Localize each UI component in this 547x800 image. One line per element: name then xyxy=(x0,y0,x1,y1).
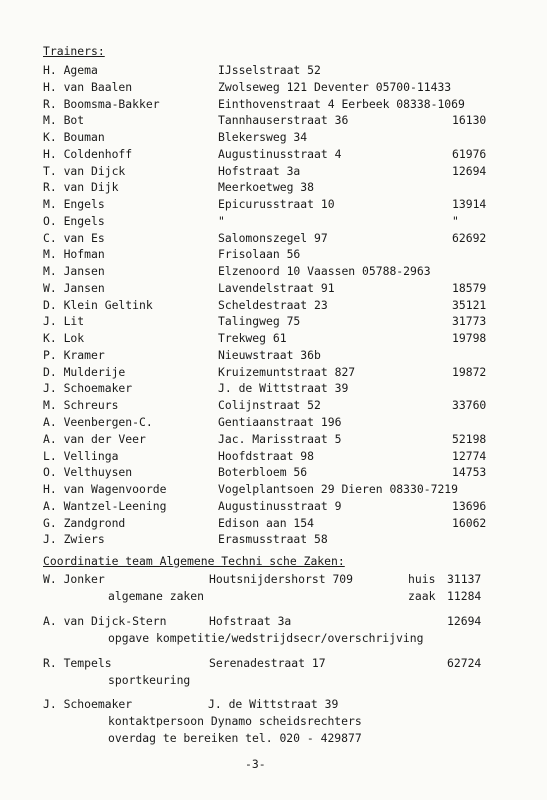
trainer-name: A. Wantzel-Leening xyxy=(43,498,167,513)
coordination-entry xyxy=(0,614,547,630)
trainer-row xyxy=(0,214,547,230)
page-number: -3- xyxy=(245,757,266,771)
trainer-address: Zwolseweg 121 Deventer 05700-11433 xyxy=(218,79,452,94)
trainer-address: Boterbloem 56 xyxy=(218,465,308,480)
trainer-name: J. Zwiers xyxy=(43,532,105,547)
trainer-address: Einthovenstraat 4 Eerbeek 08338-1069 xyxy=(218,96,465,111)
trainer-phone: 33760 xyxy=(452,398,487,413)
trainer-row xyxy=(0,449,547,465)
trainer-phone: 13914 xyxy=(452,197,487,212)
trainer-phone: 35121 xyxy=(452,297,487,312)
coordination-heading: Coordinatie team Algemene Techni sche Zaken: xyxy=(43,554,345,568)
trainer-row xyxy=(0,365,547,381)
trainer-phone: 31773 xyxy=(452,314,487,329)
trainer-row xyxy=(0,314,547,330)
trainer-address: Colijnstraat 52 xyxy=(218,398,321,413)
trainer-name: R. Boomsma-Bakker xyxy=(43,96,160,111)
trainer-address: Blekersweg 34 xyxy=(218,130,308,144)
trainer-phone: 52198 xyxy=(452,431,487,446)
trainer-name: M. Engels xyxy=(43,197,105,212)
contact-name: J. Schoemaker xyxy=(43,697,133,711)
trainer-address: Gentiaanstraat 196 xyxy=(218,415,342,429)
trainer-phone: 19872 xyxy=(452,364,487,379)
contact-phone: 62724 xyxy=(447,656,482,670)
trainers-heading: Trainers: xyxy=(43,44,105,58)
contact-role: algemane zaken xyxy=(108,589,205,603)
trainer-name: G. Zandgrond xyxy=(43,515,126,530)
contact-availability: overdag te bereiken tel. 020 - 429877 xyxy=(108,731,362,745)
trainer-phone: 18579 xyxy=(452,280,487,295)
phone-label-home: huis xyxy=(408,572,436,586)
trainer-address: Augustinusstraat 4 xyxy=(218,146,342,161)
trainer-address: Talingweg 75 xyxy=(218,314,301,329)
trainer-row xyxy=(0,331,547,347)
trainer-row xyxy=(0,348,547,364)
trainer-name: O. Engels xyxy=(43,213,105,228)
contact-phone-work: 11284 xyxy=(447,589,482,603)
trainer-name: D. Mulderije xyxy=(43,364,126,379)
trainer-name: M. Bot xyxy=(43,113,85,128)
trainer-name: H. van Wagenvoorde xyxy=(43,482,167,496)
trainer-phone: 12774 xyxy=(452,448,487,463)
trainer-name: H. Coldenhoff xyxy=(43,146,133,161)
trainer-phone: 16062 xyxy=(452,515,487,530)
contact-phone-home: 31137 xyxy=(447,572,482,586)
trainer-row xyxy=(0,499,547,515)
contact-address: Houtsnijdershorst 709 xyxy=(209,572,354,586)
trainer-name: L. Vellinga xyxy=(43,448,119,463)
trainer-phone: 14753 xyxy=(452,465,487,480)
trainer-row xyxy=(0,264,547,280)
trainer-phone: 19798 xyxy=(452,331,487,346)
trainer-name: K. Lok xyxy=(43,331,85,346)
trainer-name: H. van Baalen xyxy=(43,79,133,94)
trainer-name: M. Schreurs xyxy=(43,398,119,413)
trainer-row xyxy=(0,381,547,397)
contact-phone: 12694 xyxy=(447,614,482,628)
trainer-row xyxy=(0,415,547,431)
trainer-phone: 62692 xyxy=(452,230,487,245)
trainer-row xyxy=(0,432,547,448)
trainer-address: Edison aan 154 xyxy=(218,515,315,530)
trainer-address: Elzenoord 10 Vaassen 05788-2963 xyxy=(218,264,431,279)
trainer-name: M. Jansen xyxy=(43,264,105,279)
coordination-entry-line2 xyxy=(0,589,547,605)
trainer-row xyxy=(0,164,547,180)
trainer-address: Kruizemuntstraat 827 xyxy=(218,364,356,379)
trainer-address: " xyxy=(218,213,225,228)
contact-role: opgave kompetitie/wedstrijdsecr/overschrijving xyxy=(108,631,424,645)
trainer-address: Lavendelstraat 91 xyxy=(218,280,335,295)
trainer-address: Salomonszegel 97 xyxy=(218,230,328,245)
contact-address: Hofstraat 3a xyxy=(209,614,292,628)
coordination-entry xyxy=(0,656,547,672)
contact-address: J. de Wittstraat 39 xyxy=(208,697,339,711)
trainer-row xyxy=(0,231,547,247)
trainer-name: J. Lit xyxy=(43,314,85,329)
trainer-name: K. Bouman xyxy=(43,130,105,144)
trainer-address: Vogelplantsoen 29 Dieren 08330-7219 xyxy=(218,482,459,496)
trainer-row xyxy=(0,113,547,129)
phone-label-work: zaak xyxy=(408,589,436,603)
trainer-name: O. Velthuysen xyxy=(43,465,133,480)
trainer-row xyxy=(0,97,547,113)
trainer-row xyxy=(0,398,547,414)
contact-address: Serenadestraat 17 xyxy=(209,656,326,670)
trainer-name: T. van Dijck xyxy=(43,163,126,178)
trainer-row xyxy=(0,532,547,548)
trainer-row xyxy=(0,516,547,532)
trainer-address: Hoofdstraat 98 xyxy=(218,448,315,463)
trainer-address: Scheldestraat 23 xyxy=(218,297,328,312)
trainer-address: Epicurusstraat 10 xyxy=(218,197,335,212)
trainer-phone: 13696 xyxy=(452,498,487,513)
trainer-name: A. van der Veer xyxy=(43,431,146,446)
trainer-address: Frisolaan 56 xyxy=(218,247,301,262)
trainer-row xyxy=(0,80,547,96)
trainer-phone: 16130 xyxy=(452,113,487,128)
trainer-address: Nieuwstraat 36b xyxy=(218,347,321,362)
trainer-row xyxy=(0,130,547,146)
trainer-row xyxy=(0,197,547,213)
trainer-row xyxy=(0,298,547,314)
trainer-address: Erasmusstraat 58 xyxy=(218,532,328,547)
trainer-address: Jac. Marisstraat 5 xyxy=(218,431,342,446)
trainer-name: R. van Dijk xyxy=(43,180,119,195)
trainer-address: Augustinusstraat 9 xyxy=(218,498,342,513)
trainer-phone: 12694 xyxy=(452,163,487,178)
trainer-name: J. Schoemaker xyxy=(43,381,133,396)
contact-name: A. van Dijck-Stern xyxy=(43,614,167,628)
trainer-address: Meerkoetweg 38 xyxy=(218,180,315,195)
trainer-name: W. Jansen xyxy=(43,280,105,295)
trainer-row xyxy=(0,465,547,481)
trainer-name: C. van Es xyxy=(43,230,105,245)
trainer-phone: 61976 xyxy=(452,146,487,161)
trainer-row xyxy=(0,281,547,297)
trainer-address: Hofstraat 3a xyxy=(218,163,301,178)
trainer-address: IJsselstraat 52 xyxy=(218,63,321,77)
trainer-name: H. Agema xyxy=(43,63,98,77)
trainer-name: M. Hofman xyxy=(43,247,105,262)
trainer-row xyxy=(0,63,547,79)
trainer-row xyxy=(0,180,547,196)
trainer-address: Trekweg 61 xyxy=(218,331,287,346)
trainer-row xyxy=(0,147,547,163)
trainer-address: J. de Wittstraat 39 xyxy=(218,381,349,396)
trainer-row xyxy=(0,247,547,263)
contact-name: R. Tempels xyxy=(43,656,112,670)
coordination-entry xyxy=(0,572,547,588)
trainer-address: Tannhauserstraat 36 xyxy=(218,113,349,128)
contact-role: sportkeuring xyxy=(108,673,191,687)
trainer-phone: " xyxy=(452,213,459,228)
trainer-name: D. Klein Geltink xyxy=(43,297,153,312)
contact-name: W. Jonker xyxy=(43,572,105,586)
contact-role: kontaktpersoon Dynamo scheidsrechters xyxy=(108,714,362,728)
trainer-name: P. Kramer xyxy=(43,347,105,362)
trainer-name: A. Veenbergen-C. xyxy=(43,415,153,429)
coordination-entry xyxy=(0,697,547,713)
trainer-row xyxy=(0,482,547,498)
